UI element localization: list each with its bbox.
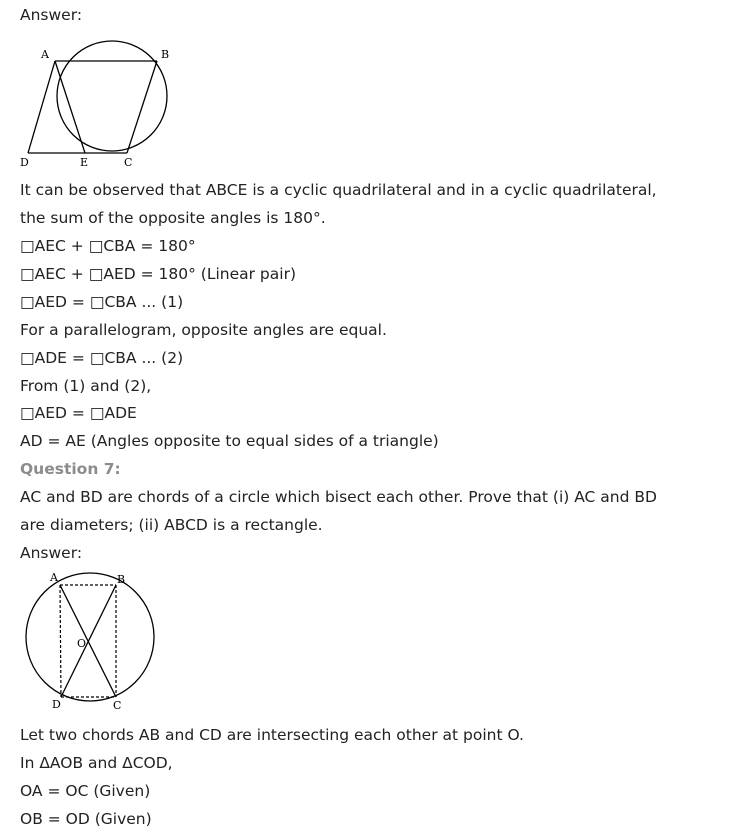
segment-AD — [28, 61, 55, 153]
question-text-line-2: are diameters; (ii) ABCD is a rectangle. — [20, 516, 323, 534]
proof2-line-2: In ΔAOB and ΔCOD, — [20, 754, 173, 772]
figure-cyclic-parallelogram — [15, 40, 185, 175]
point-label-D: D — [52, 698, 61, 711]
question-heading: Question 7: — [20, 460, 121, 478]
answer-label: Answer: — [20, 6, 83, 24]
dashed-AD — [60, 585, 61, 697]
figure-bisecting-chords — [15, 568, 165, 716]
proof-line-8: From (1) and (2), — [20, 377, 152, 395]
point-label-O: O — [77, 637, 87, 650]
proof-line-2: the sum of the opposite angles is 180°. — [20, 209, 326, 227]
answer-label: Answer: — [20, 544, 83, 562]
point-label-D: D — [20, 156, 29, 169]
proof2-line-1: Let two chords AB and CD are intersecting each other at point O. — [20, 726, 524, 744]
proof-line-3: □AEC + □CBA = 180° — [20, 237, 196, 255]
point-label-C: C — [113, 699, 122, 712]
proof2-line-4: OB = OD (Given) — [20, 810, 152, 828]
point-label-B: B — [161, 48, 170, 61]
proof-line-9: □AED = □ADE — [20, 404, 137, 422]
point-label-A: A — [41, 48, 49, 61]
point-label-B: B — [117, 573, 126, 586]
point-label-E: E — [80, 156, 89, 169]
proof-line-1: It can be observed that ABCE is a cyclic quadrilateral and in a cyclic quadrilateral, — [20, 181, 657, 199]
point-label-C: C — [124, 156, 133, 169]
circle-outline — [57, 41, 170, 151]
proof2-line-3: OA = OC (Given) — [20, 782, 151, 800]
proof-line-10: AD = AE (Angles opposite to equal sides of a triangle) — [20, 432, 439, 450]
proof-line-5: □AED = □CBA ... (1) — [20, 293, 184, 311]
proof-line-4: □AEC + □AED = 180° (Linear pair) — [20, 265, 296, 283]
segment-BC — [127, 61, 157, 153]
point-label-A: A — [50, 571, 58, 584]
segment-AE — [55, 61, 85, 153]
proof-line-7: □ADE = □CBA ... (2) — [20, 349, 184, 367]
proof-line-6: For a parallelogram, opposite angles are equal. — [20, 321, 387, 339]
question-text-line-1: AC and BD are chords of a circle which bisect each other. Prove that (i) AC and BD — [20, 488, 657, 506]
